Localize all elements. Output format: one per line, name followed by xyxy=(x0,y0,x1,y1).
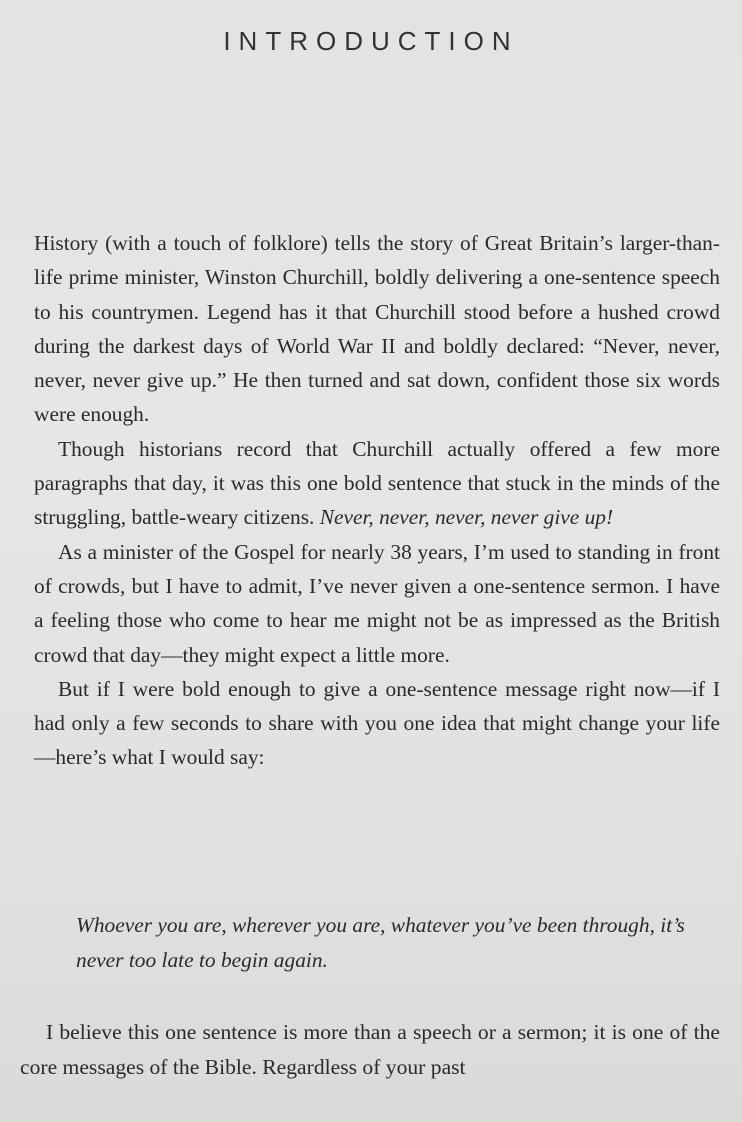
chapter-title: INTRODUCTION xyxy=(223,26,519,56)
paragraph-historians xyxy=(34,432,720,535)
paragraph-minister: As a minister of the Gospel for nearly 38 years, I’m used to standing in front of crowds, but I have to admit, I’ve never given a one-sentence sermon. I have a feeling those who come to hear me might not be as impressed as the British crowd that day—they might expect a little more. xyxy=(34,539,720,667)
body-text xyxy=(34,226,720,775)
paragraph-closing: I believe this one sentence is more than a speech or a sermon; it is one of the core messages of the Bible. Regardless of your past xyxy=(20,1020,720,1079)
paragraph-one-sentence: But if I were bold enough to give a one-sentence message right now—if I had only a few seconds to share with you one idea that might change your life—here’s what I would say: xyxy=(34,676,720,770)
block-quote: Whoever you are, wherever you are, whatever you’ve been through, it’s never too late to begin again. xyxy=(76,913,685,972)
paragraph-churchill-story: History (with a touch of folklore) tells the story of Great Britain’s larger-than-life prime minister, Winston Churchill, boldly delivering a one-sentence speech to his countrymen. Legend has it that Churchill stood before a hushed crowd during the darkest days of World War II and boldly declared: “Never, never, never, never give up.” He then turned and sat down, confident those six words were enough. xyxy=(34,231,720,427)
paragraph-historians-italic: Never, never, never, never give up! xyxy=(319,505,614,530)
paragraph-historians-text: Though historians record that Churchill actually offered a few more paragraphs that day, it was this one bold sentence that stuck in the minds of the struggling, battle-weary citizens. xyxy=(34,436,720,530)
